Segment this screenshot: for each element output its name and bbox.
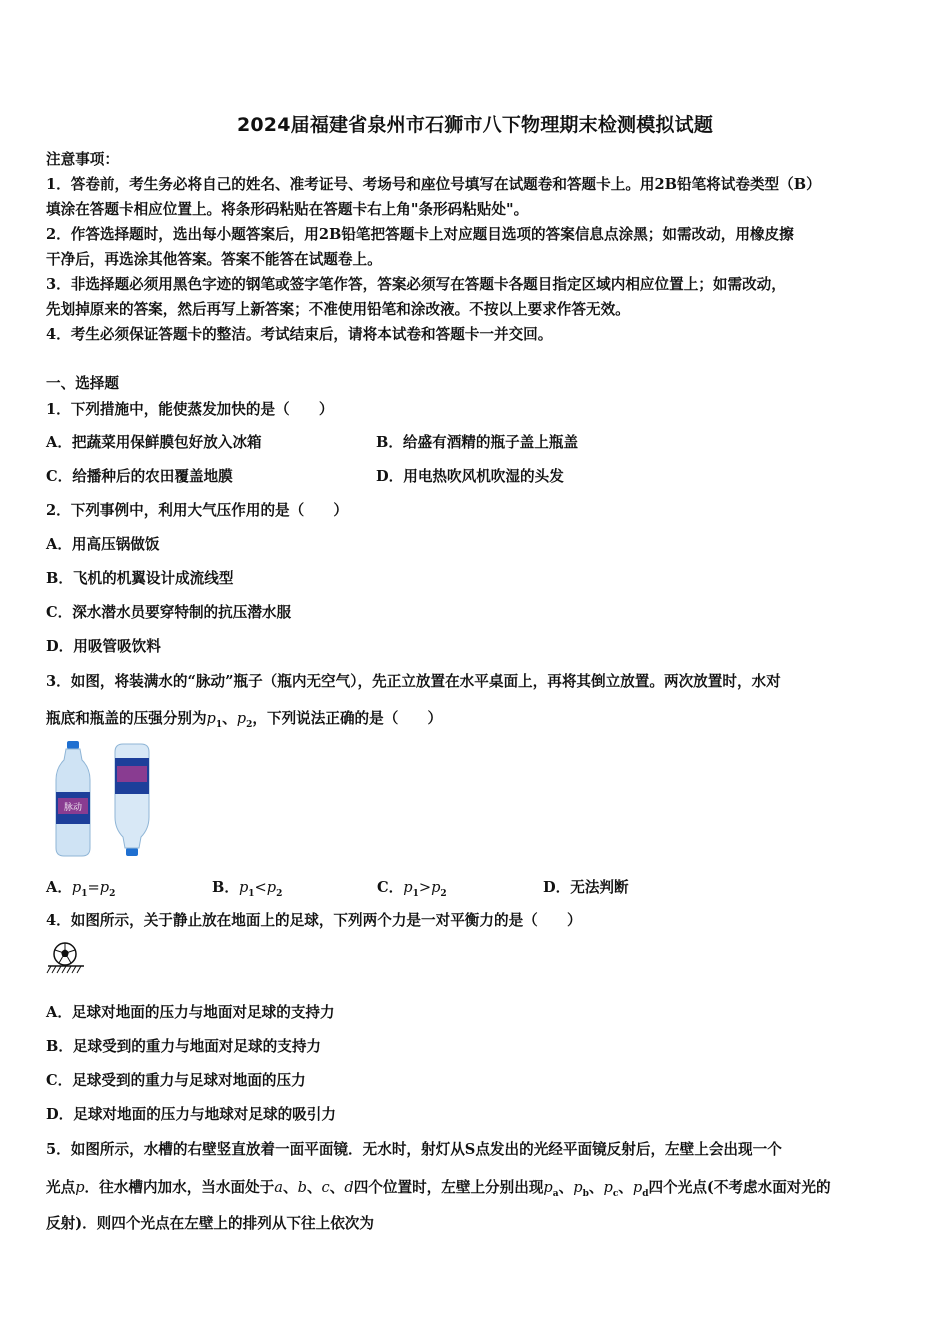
q2-option-a[interactable]: A．用高压锅做饭 [46, 536, 160, 553]
football-figure [46, 940, 86, 976]
inverted-bottle [115, 744, 149, 856]
q1-option-d[interactable]: D．用电热吹风机吹湿的头发 [376, 468, 564, 485]
q1-option-c[interactable]: C．给播种后的农田覆盖地膜 [46, 468, 233, 485]
q3-option-a[interactable]: A．$p_1=p_2$ [46, 879, 116, 899]
notice-line: 干净后，再选涂其他答案。答案不能答在试题卷上。 [46, 251, 382, 268]
svg-text:脉动: 脉动 [63, 803, 83, 813]
q2-option-d[interactable]: D．用吸管吸饮料 [46, 638, 161, 655]
question-3-stem-2: 瓶底和瓶盖的压强分别为$p_1$、$p_2$，下列说法正确的是（ ） [46, 710, 443, 730]
question-5-stem-3: 反射)．则四个光点在左壁上的排列从下往上依次为 [46, 1215, 374, 1232]
q4-option-a[interactable]: A．足球对地面的压力与地面对足球的支持力 [46, 1004, 335, 1021]
notice-line: 3．非选择题必须用黑色字迹的钢笔或签字笔作答，答案必须写在答题卡各题目指定区域内相应位置上；如需改动， [46, 276, 786, 293]
notice-heading: 注意事项： [46, 151, 119, 168]
q2-option-b[interactable]: B．飞机的机翼设计成流线型 [46, 570, 234, 587]
q1-option-a[interactable]: A．把蔬菜用保鲜膜包好放入冰箱 [46, 434, 262, 451]
q3-option-c[interactable]: C．$p_1>p_2$ [377, 879, 447, 899]
notice-line: 1．答卷前，考生务必将自己的姓名、准考证号、考场号和座位号填写在试题卷和答题卡上。用2B铅笔将试卷类型（B） [46, 176, 821, 193]
question-5-stem: 5．如图所示，水槽的右壁竖直放着一面平面镜．无水时，射灯从S点发出的光经平面镜反射后，左壁上会出现一个 [46, 1141, 782, 1158]
bottles-figure [48, 740, 158, 862]
q4-option-b[interactable]: B．足球受到的重力与地面对足球的支持力 [46, 1038, 322, 1055]
upright-bottle [56, 741, 90, 856]
q4-option-d[interactable]: D．足球对地面的压力与地球对足球的吸引力 [46, 1106, 336, 1123]
q2-option-c[interactable]: C．深水潜水员要穿特制的抗压潜水服 [46, 604, 292, 621]
q3-option-d[interactable]: D．无法判断 [543, 879, 629, 896]
q1-option-b[interactable]: B．给盛有酒精的瓶子盖上瓶盖 [376, 434, 579, 451]
question-5-stem-2: 光点p．往水槽内加水，当水面处于a、b、c、d四个位置时，左壁上分别出现$p_a$、$p_b$、$p_c$、$p_d$四个光点(不考虑水面对光的 [46, 1179, 831, 1199]
q4-option-c[interactable]: C．足球受到的重力与足球对地面的压力 [46, 1072, 306, 1089]
question-1-stem: 1．下列措施中，能使蒸发加快的是（ ） [46, 401, 334, 418]
page-title: 2024届福建省泉州市石狮市八下物理期末检测模拟试题 [236, 114, 714, 136]
section-heading: 一、选择题 [46, 375, 119, 392]
question-4-stem: 4．如图所示，关于静止放在地面上的足球，下列两个力是一对平衡力的是（ ） [46, 912, 582, 929]
notice-line: 填涂在答题卡相应位置上。将条形码粘贴在答题卡右上角"条形码粘贴处"。 [46, 201, 529, 218]
notice-line: 先划掉原来的答案，然后再写上新答案；不准使用铅笔和涂改液。不按以上要求作答无效。 [46, 301, 630, 318]
q3-option-b[interactable]: B．$p_1<p_2$ [212, 879, 283, 899]
question-2-stem: 2．下列事例中，利用大气压作用的是（ ） [46, 502, 349, 519]
notice-line: 4．考生必须保证答题卡的整洁。考试结束后，请将本试卷和答题卡一并交回。 [46, 326, 553, 343]
question-3-stem: 3．如图，将装满水的“脉动”瓶子（瓶内无空气），先正立放置在水平桌面上，再将其倒立放置。两次放置时，水对 [46, 673, 781, 690]
notice-line: 2．作答选择题时，选出每小题答案后，用2B铅笔把答题卡上对应题目选项的答案信息点涂黑；如需改动，用橡皮擦 [46, 226, 794, 243]
